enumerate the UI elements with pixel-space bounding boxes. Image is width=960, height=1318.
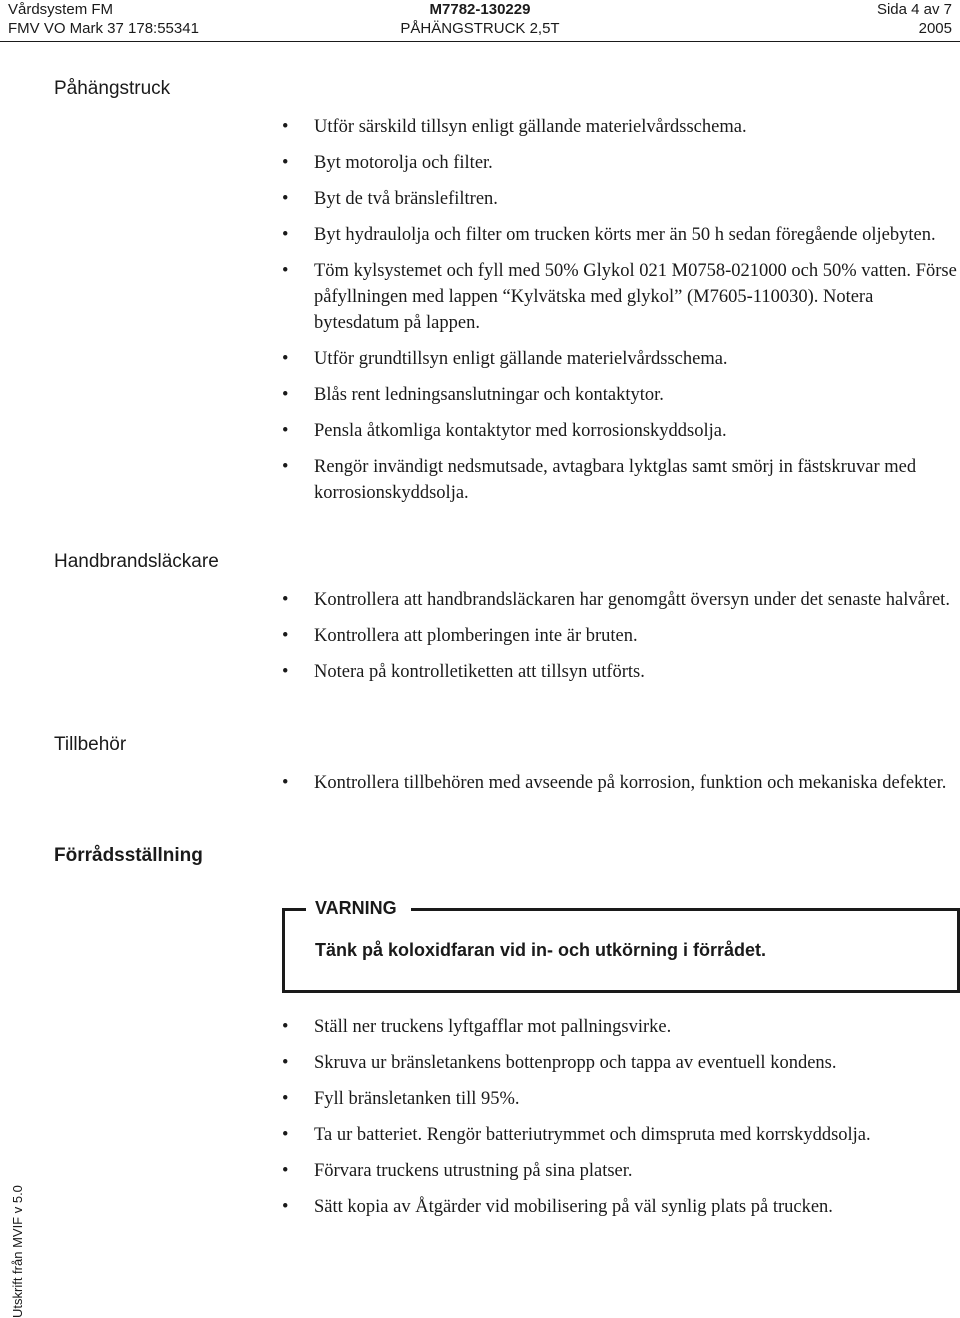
- bullet-icon: •: [282, 421, 289, 441]
- header-year: 2005: [918, 20, 952, 37]
- header-product-name: PÅHÄNGSTRUCK 2,5T: [400, 20, 560, 37]
- list-item: [282, 346, 960, 372]
- print-source-note: Utskrift från MVIF v 5.0: [10, 1185, 25, 1318]
- list-item: [282, 1014, 960, 1040]
- bullet-icon: •: [282, 662, 289, 682]
- list-item: [282, 1122, 960, 1148]
- list-item: [282, 1050, 960, 1076]
- bullet-icon: •: [282, 1161, 289, 1181]
- bullet-icon: •: [282, 349, 289, 369]
- list-item: [282, 222, 960, 248]
- list-pahangstruck: [282, 114, 960, 516]
- list-forradsstallning: [282, 1014, 960, 1230]
- list-item-text: Utför särskild tillsyn enligt gällande materielvårdsschema.: [314, 117, 747, 137]
- bullet-icon: •: [282, 189, 289, 209]
- list-item-text: Byt de två bränslefiltren.: [314, 189, 498, 209]
- header-system: Vårdsystem FM: [8, 1, 114, 18]
- list-item-text: Kontrollera tillbehören med avseende på korrosion, funktion och mekaniska defekter.: [314, 773, 947, 793]
- bullet-icon: •: [282, 261, 289, 281]
- list-item: [282, 623, 960, 649]
- header-page-number: Sida 4 av 7: [876, 1, 952, 18]
- list-item: [282, 258, 960, 336]
- list-item-text: Ta ur batteriet. Rengör batteriutrymmet och dimspruta med korrskyddsolja.: [314, 1125, 871, 1145]
- list-item-text: Byt motorolja och filter.: [314, 153, 493, 173]
- list-item: [282, 659, 960, 685]
- list-item: [282, 454, 960, 506]
- bullet-icon: •: [282, 1125, 289, 1145]
- bullet-icon: •: [282, 1089, 289, 1109]
- bullet-icon: •: [282, 590, 289, 610]
- list-item-text: Blås rent ledningsanslutningar och kontaktytor.: [314, 385, 664, 405]
- list-item-text: Skruva ur bränsletankens bottenpropp och tappa av eventuell kondens.: [314, 1053, 837, 1073]
- bullet-icon: •: [282, 385, 289, 405]
- list-item-text: Rengör invändigt nedsmutsade, avtagbara lyktglas samt smörj in fästskruvar med korrosionskyddsolja.: [314, 457, 917, 503]
- list-tillbehor: [282, 770, 960, 806]
- section-title-forradsstallning: Förrådsställning: [54, 845, 203, 866]
- list-item: [282, 418, 960, 444]
- list-item: [282, 1194, 960, 1220]
- warning-box-border-right: [411, 908, 960, 911]
- list-item-text: Kontrollera att handbrandsläckaren har genomgått översyn under det senaste halvåret.: [314, 590, 950, 610]
- section-title-handbrandslackare: Handbrandsläckare: [54, 551, 219, 572]
- section-title-pahangstruck: Påhängstruck: [54, 78, 171, 99]
- list-item-text: Utför grundtillsyn enligt gällande materielvårdsschema.: [314, 349, 728, 369]
- list-item: [282, 1086, 960, 1112]
- warning-text: Tänk på koloxidfaran vid in- och utkörning i förrådet.: [315, 940, 767, 960]
- list-item-text: Pensla åtkomliga kontaktytor med korrosionskyddsolja.: [314, 421, 727, 441]
- warning-box-border-left: [282, 908, 306, 911]
- list-item: [282, 186, 960, 212]
- bullet-icon: •: [282, 225, 289, 245]
- bullet-icon: •: [282, 1017, 289, 1037]
- list-item: [282, 150, 960, 176]
- bullet-icon: •: [282, 1053, 289, 1073]
- list-handbrandslackare: [282, 587, 960, 695]
- list-item-text: Fyll bränsletanken till 95%.: [314, 1089, 520, 1109]
- list-item-text: Byt hydraulolja och filter om trucken körts mer än 50 h sedan föregående oljebyten.: [314, 225, 936, 245]
- bullet-icon: •: [282, 1197, 289, 1217]
- bullet-icon: •: [282, 457, 289, 477]
- list-item-text: Sätt kopia av Åtgärder vid mobilisering på väl synlig plats på trucken.: [314, 1197, 833, 1217]
- header-article-number: M7782-130229: [429, 1, 531, 18]
- header-document-ref: FMV VO Mark 37 178:55341: [8, 20, 199, 37]
- list-item-text: Notera på kontrolletiketten att tillsyn utförts.: [314, 662, 645, 682]
- list-item-text: Förvara truckens utrustning på sina platser.: [314, 1161, 633, 1181]
- list-item-text: Kontrollera att plomberingen inte är bruten.: [314, 626, 638, 646]
- header-divider: [0, 41, 960, 42]
- warning-title: VARNING: [315, 898, 397, 918]
- page-header: [0, 0, 960, 40]
- warning-box: [282, 898, 960, 993]
- list-item: [282, 587, 960, 613]
- section-title-tillbehor: Tillbehör: [54, 734, 127, 755]
- list-item: [282, 114, 960, 140]
- list-item: [282, 382, 960, 408]
- bullet-icon: •: [282, 153, 289, 173]
- list-item-text: Töm kylsystemet och fyll med 50% Glykol 021 M0758-021000 och 50% vatten. Förse påfyllningen med lappen “Kylvätska med glykol” (M7605-110030). Notera bytesdatum på lappen.: [314, 261, 957, 333]
- list-item-text: Ställ ner truckens lyftgafflar mot pallningsvirke.: [314, 1017, 672, 1037]
- header-center: [0, 0, 960, 38]
- bullet-icon: •: [282, 117, 289, 137]
- bullet-icon: •: [282, 626, 289, 646]
- list-item: [282, 1158, 960, 1184]
- bullet-icon: •: [282, 773, 289, 793]
- header-right: [877, 0, 952, 38]
- list-item: [282, 770, 960, 796]
